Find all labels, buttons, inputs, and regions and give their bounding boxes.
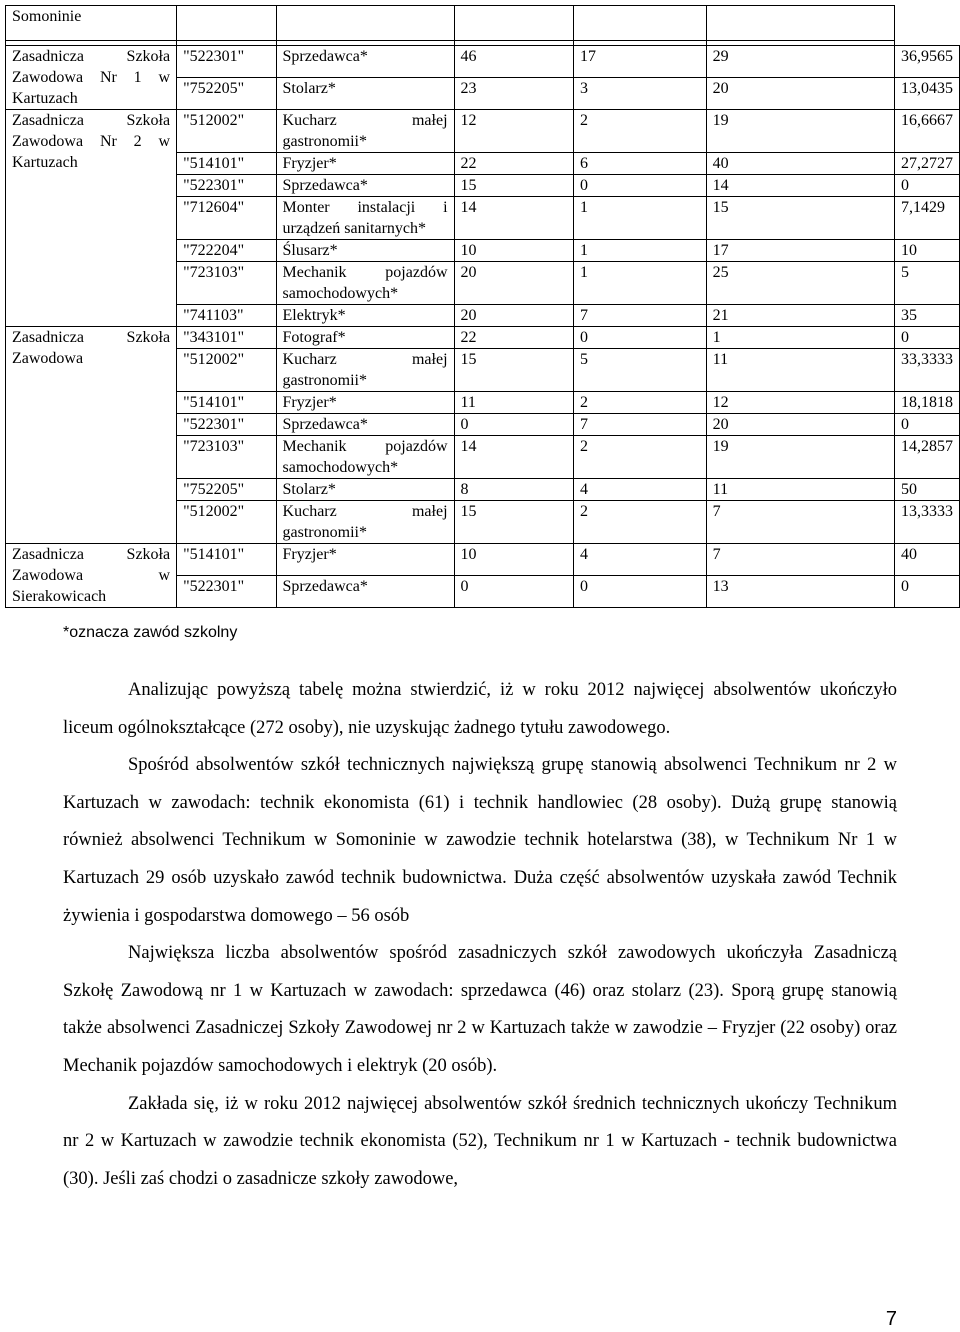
cell-d: 14,2857 — [895, 436, 960, 479]
cell-profession: Ślusarz* — [276, 240, 454, 262]
cell-code: "343101" — [177, 327, 276, 349]
cell-b: 1 — [574, 240, 707, 262]
cell-code: "752205" — [177, 78, 276, 110]
cell-b: 0 — [574, 175, 707, 197]
cell-a: 10 — [454, 544, 573, 576]
cell-b: 2 — [574, 392, 707, 414]
cell-a: 0 — [454, 576, 573, 608]
cell-c: 1 — [706, 327, 894, 349]
footnote: *oznacza zawód szkolny — [63, 624, 238, 641]
cell-profession: Monter instalacji i urządzeń sanitarnych* — [276, 197, 454, 240]
cell-code: "512002" — [177, 110, 276, 153]
cell-d: 0 — [895, 576, 960, 608]
cell-b: 4 — [574, 479, 707, 501]
cell-c: 14 — [706, 175, 894, 197]
cell-d: 40 — [895, 544, 960, 576]
cell-code: "723103" — [177, 436, 276, 479]
cell-c: 40 — [706, 153, 894, 175]
cell-a: 22 — [454, 327, 573, 349]
cell-d: 27,2727 — [895, 153, 960, 175]
cell-a: 20 — [454, 262, 573, 305]
cell-b: 17 — [574, 46, 707, 78]
cell-profession: Fryzjer* — [276, 392, 454, 414]
cell-profession: Kucharz małej gastronomii* — [276, 110, 454, 153]
table-row — [6, 6, 960, 41]
school-name-cell: Zasadnicza Szkoła Zawodowa Nr 1 w Kartuzach — [6, 46, 177, 110]
cell-a: 20 — [454, 305, 573, 327]
cell-c: 13 — [706, 576, 894, 608]
cell-a: 15 — [454, 175, 573, 197]
cell-code: "741103" — [177, 305, 276, 327]
cell-c: 20 — [706, 414, 894, 436]
cell-d: 10 — [895, 240, 960, 262]
cell-c: 25 — [706, 262, 894, 305]
cell-code: "514101" — [177, 153, 276, 175]
cell-c: 15 — [706, 197, 894, 240]
cell-profession: Sprzedawca* — [276, 576, 454, 608]
cell-code: "522301" — [177, 414, 276, 436]
cell-a: 12 — [454, 110, 573, 153]
cell-profession: Sprzedawca* — [276, 175, 454, 197]
cell-c: 29 — [706, 46, 894, 78]
cell-a: 10 — [454, 240, 573, 262]
cell-d: 50 — [895, 479, 960, 501]
cell-b: 1 — [574, 262, 707, 305]
body-text — [63, 672, 897, 1198]
school-name-cell: Zasadnicza Szkoła Zawodowa Nr 2 w Kartuzach — [6, 110, 177, 327]
school-name-cell: Zasadnicza Szkoła Zawodowa w Sierakowicach — [6, 544, 177, 608]
cell-profession: Sprzedawca* — [276, 414, 454, 436]
cell-code: "512002" — [177, 349, 276, 392]
cell-code: "512002" — [177, 501, 276, 544]
cell-b: 3 — [574, 78, 707, 110]
cell-code: "722204" — [177, 240, 276, 262]
cell-profession: Mechanik pojazdów samochodowych* — [276, 262, 454, 305]
cell-profession: Fotograf* — [276, 327, 454, 349]
cell-code: "723103" — [177, 262, 276, 305]
cell-profession: Stolarz* — [276, 479, 454, 501]
cell-b: 5 — [574, 349, 707, 392]
cell-b: 2 — [574, 436, 707, 479]
cell-d: 36,9565 — [895, 46, 960, 78]
cell-profession: Mechanik pojazdów samochodowych* — [276, 436, 454, 479]
cell-a: 23 — [454, 78, 573, 110]
cell-b: 1 — [574, 197, 707, 240]
cell-b: 2 — [574, 110, 707, 153]
cell-code: "712604" — [177, 197, 276, 240]
cell-a: 46 — [454, 46, 573, 78]
cell-d: 35 — [895, 305, 960, 327]
cell-d: 13,0435 — [895, 78, 960, 110]
cell-c: 12 — [706, 392, 894, 414]
cell-code: "514101" — [177, 392, 276, 414]
cell-profession: Kucharz małej gastronomii* — [276, 501, 454, 544]
cell-c: 20 — [706, 78, 894, 110]
cell-code: "514101" — [177, 544, 276, 576]
cell-a: 0 — [454, 414, 573, 436]
cell-c: 17 — [706, 240, 894, 262]
cell-profession: Fryzjer* — [276, 153, 454, 175]
cell-d: 7,1429 — [895, 197, 960, 240]
paragraph: Największa liczba absolwentów spośród zasadniczych szkół zawodowych ukończyła Zasadniczą Szkołę Zawodową nr 1 w Kartuzach w zawodach: sprzedawca (46) oraz stolarz (23). Sporą grupę stanowią także absolwenci Zasadniczej Szkoły Zawodowej nr 2 w Kartuzach także w zawodzie – Fryzjer (22 osoby) oraz Mechanik pojazdów samochodowych i elektryk (20 osób). — [63, 943, 897, 1076]
cell-c: 19 — [706, 110, 894, 153]
cell-a: 15 — [454, 349, 573, 392]
cell-b: 4 — [574, 544, 707, 576]
cell-profession: Kucharz małej gastronomii* — [276, 349, 454, 392]
cell-a: 11 — [454, 392, 573, 414]
table-row — [6, 544, 960, 576]
cell-d: 0 — [895, 327, 960, 349]
cell-c: 11 — [706, 479, 894, 501]
cell-d: 0 — [895, 414, 960, 436]
cell-b: 6 — [574, 153, 707, 175]
cell-c: 19 — [706, 436, 894, 479]
graduates-table — [5, 5, 960, 608]
cell-c: 21 — [706, 305, 894, 327]
cell-d: 13,3333 — [895, 501, 960, 544]
cell-b: 7 — [574, 414, 707, 436]
cell-b: 0 — [574, 327, 707, 349]
paragraph: Analizując powyższą tabelę można stwierdzić, iż w roku 2012 najwięcej absolwentów ukończyło liceum ogólnokształcące (272 osoby), nie uzyskując żadnego tytułu zawodowego. — [63, 680, 897, 738]
cell-a: 14 — [454, 436, 573, 479]
cell-d: 16,6667 — [895, 110, 960, 153]
cell-a: 8 — [454, 479, 573, 501]
table-row — [6, 110, 960, 153]
cell-b: 7 — [574, 305, 707, 327]
cell-code: "522301" — [177, 175, 276, 197]
cell-d: 0 — [895, 175, 960, 197]
paragraph: Spośród absolwentów szkół technicznych największą grupę stanowią absolwenci Technikum nr 2 w Kartuzach w zawodach: technik ekonomista (61) i technik handlowiec (28 osoby). Dużą grupę stanowią również absolwenci Technikum w Somoninie w zawodzie technik hotelarstwa (38), w Technikum Nr 1 w Kartuzach 29 osób uzyskało zawód technik budownictwa. Duża część absolwentów uzyskała zawód Technik żywienia i gospodarstwa domowego – 56 osób — [63, 755, 897, 926]
page-number: 7 — [885, 1308, 897, 1330]
cell-profession: Fryzjer* — [276, 544, 454, 576]
cell-c: 7 — [706, 544, 894, 576]
cell-b: 2 — [574, 501, 707, 544]
cell-code: "522301" — [177, 576, 276, 608]
table-row — [6, 46, 960, 78]
cell-d: 18,1818 — [895, 392, 960, 414]
top-school-cell: Somoninie — [6, 6, 177, 41]
cell-profession: Sprzedawca* — [276, 46, 454, 78]
paragraph: Zakłada się, iż w roku 2012 najwięcej absolwentów szkół średnich technicznych ukończy Technikum nr 2 w Kartuzach w zawodzie technik ekonomista (52), Technikum nr 1 w Kartuzach - technik budownictwa (30). Jeśli zaś chodzi o zasadnicze szkoły zawodowe, — [63, 1093, 897, 1189]
school-name-cell: Zasadnicza Szkoła Zawodowa — [6, 327, 177, 544]
cell-c: 11 — [706, 349, 894, 392]
table-row — [6, 327, 960, 349]
cell-a: 22 — [454, 153, 573, 175]
cell-d: 5 — [895, 262, 960, 305]
cell-code: "752205" — [177, 479, 276, 501]
cell-c: 7 — [706, 501, 894, 544]
cell-code: "522301" — [177, 46, 276, 78]
cell-a: 14 — [454, 197, 573, 240]
cell-b: 0 — [574, 576, 707, 608]
cell-a: 15 — [454, 501, 573, 544]
cell-profession: Elektryk* — [276, 305, 454, 327]
cell-d: 33,3333 — [895, 349, 960, 392]
cell-profession: Stolarz* — [276, 78, 454, 110]
